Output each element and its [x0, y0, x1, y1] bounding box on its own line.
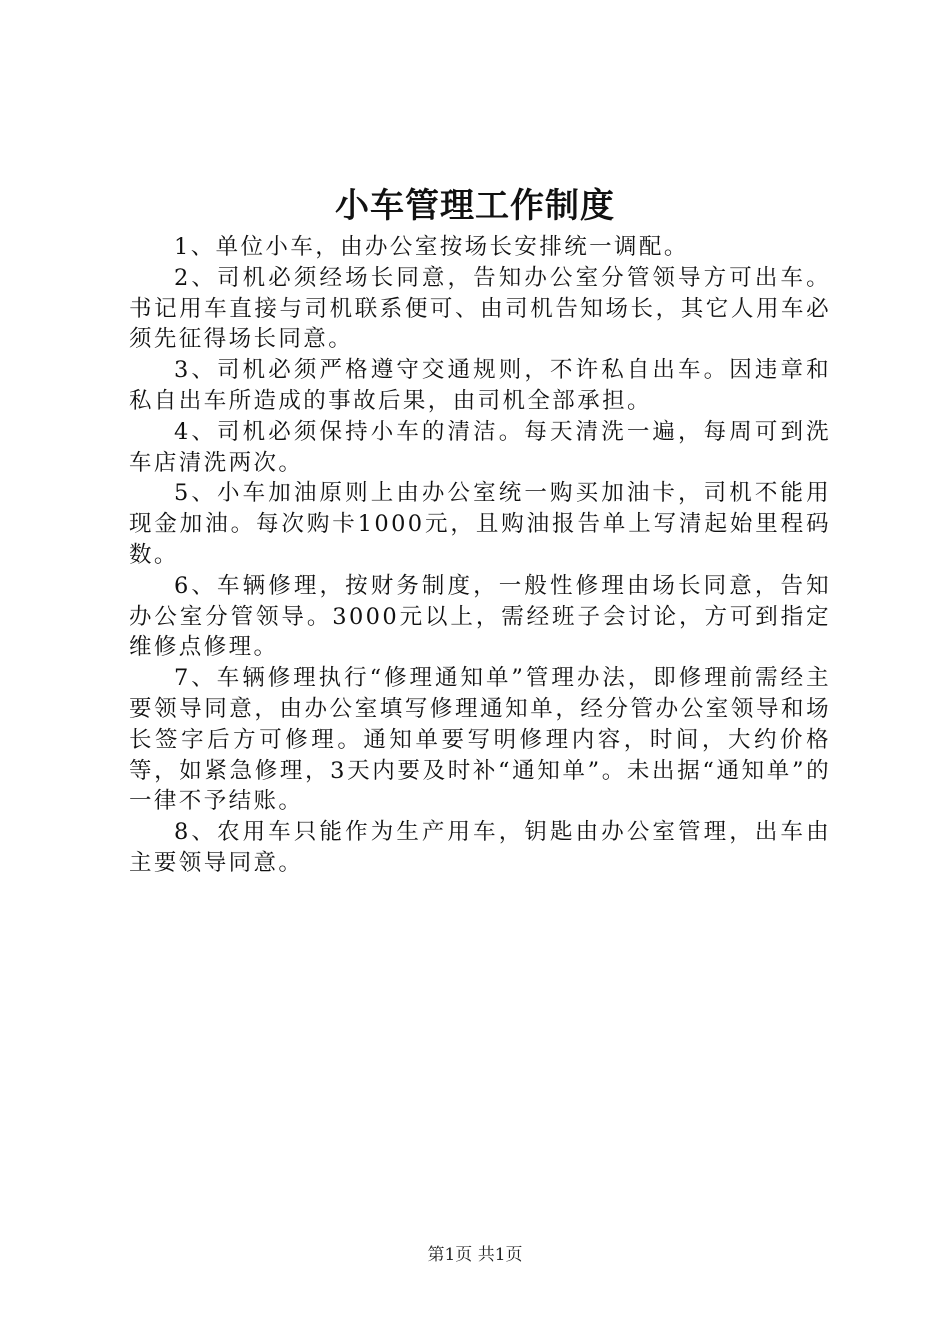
paragraph-4: 4、司机必须保持小车的清洁。每天清洗一遍，每周可到洗车店清洗两次。: [129, 418, 831, 476]
document-title: 小车管理工作制度: [335, 186, 615, 226]
paragraph-2: 2、司机必须经场长同意，告知办公室分管领导方可出车。书记用车直接与司机联系便可、由司机告知场长，其它人用车必须先征得场长同意。: [129, 264, 831, 353]
paragraph-8: 8、农用车只能作为生产用车，钥匙由办公室管理，出车由主要领导同意。: [129, 819, 831, 876]
paragraph-5: 5、小车加油原则上由办公室统一购买加油卡，司机不能用现金加油。每次购卡1000元，且购油报告单上写清起始里程码数。: [129, 480, 831, 568]
document-body: [129, 232, 831, 879]
paragraph-1: 1、单位小车，由办公室按场长安排统一调配。: [174, 234, 689, 260]
paragraph-7: 7、车辆修理执行“修理通知单”管理办法，即修理前需经主要领导同意，由办公室填写修理通知单，经分管办公室领导和场长签字后方可修理。通知单要写明修理内容，时间，大约价格等，如紧急修理，3天内要及时补“通知单”。未出据“通知单”的一律不予结账。: [129, 665, 831, 815]
page-footer: 第1页 共1页: [427, 1245, 523, 1265]
paragraph-3: 3、司机必须严格遵守交通规则，不许私自出车。因违章和私自出车所造成的事故后果，由司机全部承担。: [129, 357, 831, 414]
paragraph-6: 6、车辆修理，按财务制度，一般性修理由场长同意，告知办公室分管领导。3000元以上，需经班子会讨论，方可到指定维修点修理。: [129, 572, 831, 661]
